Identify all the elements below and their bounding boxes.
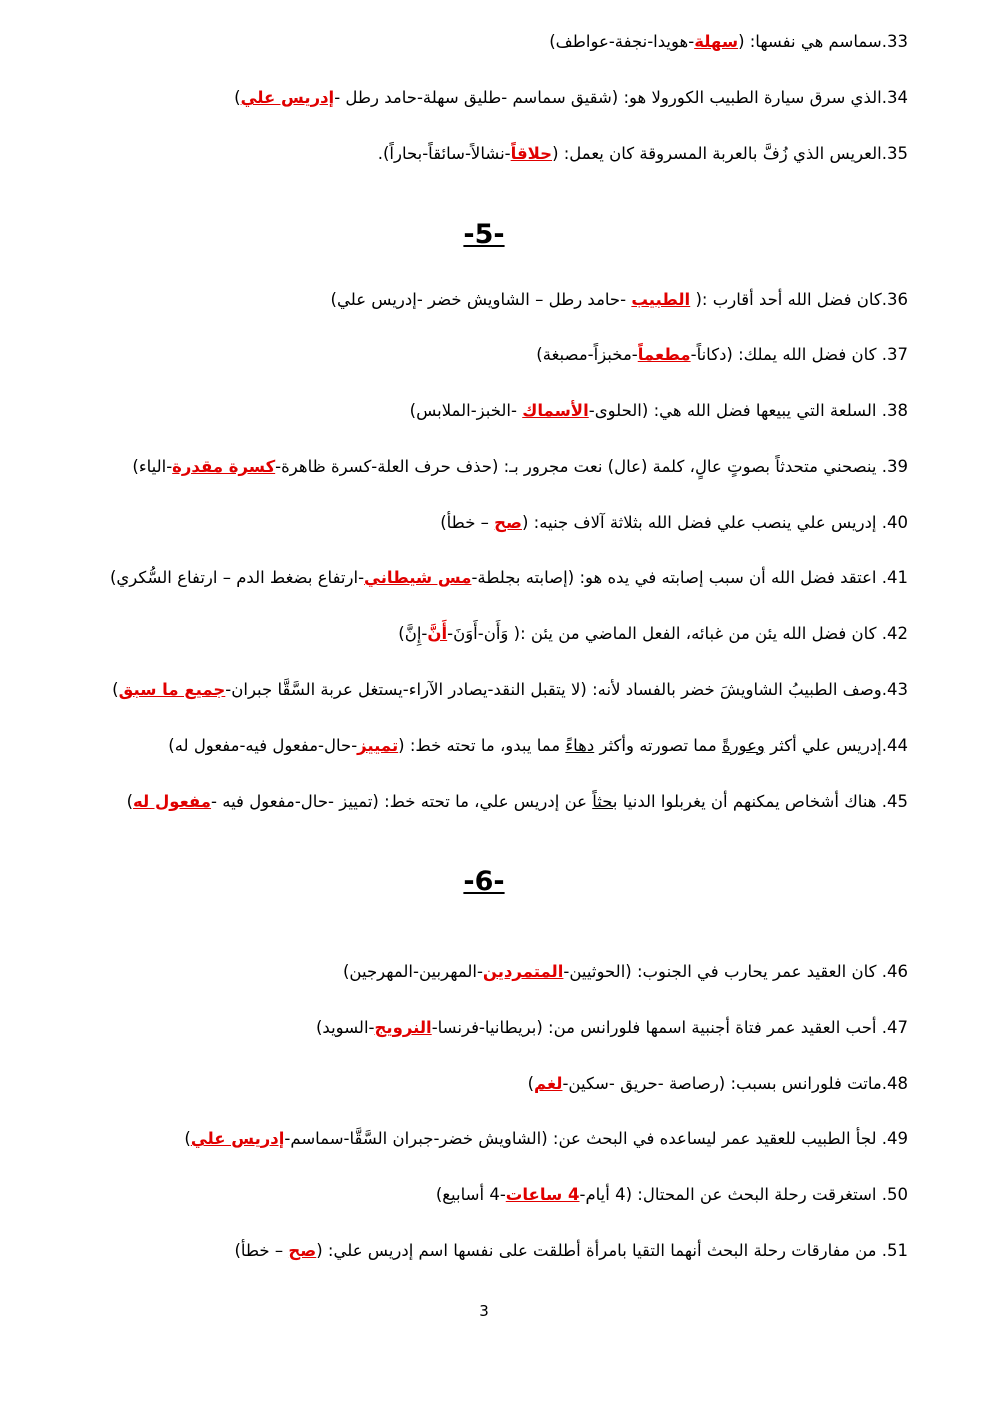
correct-answer: إدريس علي bbox=[190, 1129, 285, 1148]
page-number: 3 bbox=[479, 1302, 489, 1320]
question-options: -إِنَّ) bbox=[398, 624, 428, 643]
question-options: -السويد) bbox=[315, 1018, 375, 1037]
question-text: كان العقيد عمر يحارب في الجنوب: (الحوثيين- bbox=[563, 962, 882, 981]
question-number: 42. bbox=[881, 624, 908, 643]
question-options: -4 أسابيع) bbox=[435, 1185, 506, 1204]
question-text: استغرقت رحلة البحث عن المحتال: (4 أيام- bbox=[579, 1185, 882, 1204]
correct-answer: المتمردين bbox=[482, 962, 564, 981]
question-text: سماسم هي نفسها: ( bbox=[738, 32, 882, 51]
question-text: ماتت فلورانس بسبب: (رصاصة -حريق -سكين- bbox=[562, 1074, 882, 1093]
question-text: كان فضل الله أحد أقارب :( bbox=[690, 290, 882, 309]
question-text: إدريس علي ينصب علي فضل الله بثلاثة آلاف جنيه: ( bbox=[522, 513, 882, 532]
underlined-word: بحثاً bbox=[592, 792, 618, 811]
question-options: -الياء) bbox=[132, 457, 173, 476]
question-43 bbox=[48, 678, 908, 702]
correct-answer: النرويج bbox=[374, 1018, 432, 1037]
question-number: 46. bbox=[881, 962, 908, 981]
question-number: 33. bbox=[881, 32, 908, 51]
correct-answer: كسرة مقدرة bbox=[172, 457, 276, 476]
question-text: عن إدريس علي، ما تحته خط: (تمييز -حال-مفعول فيه - bbox=[211, 792, 593, 811]
question-39 bbox=[48, 455, 908, 479]
question-50 bbox=[48, 1183, 908, 1207]
question-42 bbox=[48, 622, 908, 646]
question-options: -المهربين-المهرجين) bbox=[342, 962, 483, 981]
question-options: ) bbox=[112, 680, 119, 699]
correct-answer: الأسماك bbox=[522, 401, 589, 420]
question-text: إدريس علي أكثر bbox=[764, 736, 882, 755]
question-number: 48. bbox=[881, 1074, 908, 1093]
correct-answer: سهلة bbox=[694, 32, 739, 51]
question-options: – خطأ) bbox=[440, 513, 495, 532]
question-34 bbox=[48, 86, 908, 110]
question-number: 45. bbox=[881, 792, 908, 811]
question-options: ) bbox=[126, 792, 134, 811]
question-number: 37. bbox=[881, 345, 908, 364]
correct-answer: حلاقاً bbox=[510, 144, 553, 163]
correct-answer: لغم bbox=[534, 1074, 563, 1093]
question-33 bbox=[48, 30, 908, 54]
question-text: مما يبدو، ما تحته خط: ( bbox=[398, 736, 566, 755]
correct-answer: مس شيطاني bbox=[364, 568, 472, 587]
question-text: هناك أشخاص يمكنهم أن يغربلوا الدنيا bbox=[617, 792, 882, 811]
correct-answer: جميع ما سبق bbox=[118, 680, 226, 699]
question-number: 34. bbox=[881, 88, 908, 107]
question-46 bbox=[48, 960, 908, 984]
question-options: -نشالاً-سائقاً-بحاراً). bbox=[377, 144, 511, 163]
question-38 bbox=[48, 399, 908, 423]
underlined-word: دهاءً bbox=[565, 736, 595, 755]
question-options: -حامد رطل – الشاويش خضر -إدريس علي) bbox=[330, 290, 632, 309]
question-text: كان فضل الله يملك: (دكاناً- bbox=[690, 345, 882, 364]
underlined-word: وعورةً bbox=[721, 736, 765, 755]
question-text: العريس الذي زُفَّ بالعربة المسروقة كان يعمل: ( bbox=[552, 144, 882, 163]
correct-answer: صح bbox=[288, 1241, 317, 1260]
question-number: 43. bbox=[881, 680, 908, 699]
question-44 bbox=[48, 734, 908, 758]
question-48 bbox=[48, 1072, 908, 1096]
correct-answer: صح bbox=[494, 513, 522, 532]
question-number: 36. bbox=[881, 290, 908, 309]
correct-answer: مفعول له bbox=[133, 792, 212, 811]
question-text: ينصحني متحدثاً بصوتٍ عالٍ، كلمة (عال) نعت مجرور بـ: (حذف حرف العلة-كسرة ظاهرة- bbox=[275, 457, 882, 476]
question-51 bbox=[48, 1239, 908, 1263]
correct-answer: مطعماً bbox=[637, 345, 691, 364]
question-36 bbox=[48, 288, 908, 312]
question-number: 47. bbox=[881, 1018, 908, 1037]
question-text: كان فضل الله يئن من غبائه، الفعل الماضي من يئن :( وَأَن-أَوَنَ- bbox=[447, 624, 882, 643]
question-number: 41. bbox=[881, 568, 908, 587]
question-text: وصف الطبيبُ الشاويشَ خضر بالفساد لأنه: (لا يتقبل النقد-يصادر الآراء-يستغل عربة السَّقَّا جبران- bbox=[225, 680, 882, 699]
question-47 bbox=[48, 1016, 908, 1040]
question-number: 35. bbox=[881, 144, 908, 163]
question-options: ) bbox=[527, 1074, 534, 1093]
question-text: مما تصورته وأكثر bbox=[594, 736, 722, 755]
correct-answer: 4 ساعات bbox=[505, 1185, 580, 1204]
question-options: -مخبزاً-مصبغة) bbox=[536, 345, 638, 364]
question-number: 40. bbox=[881, 513, 908, 532]
question-number: 38. bbox=[881, 401, 908, 420]
correct-answer: إدريس علي bbox=[240, 88, 335, 107]
question-35 bbox=[48, 142, 908, 166]
question-options: -الخبز-الملابس) bbox=[409, 401, 523, 420]
question-41 bbox=[48, 566, 908, 590]
question-text: الذي سرق سيارة الطبيب الكورولا هو: (شقيق سماسم -طليق سهلة-حامد رطل - bbox=[334, 88, 882, 107]
section-heading-6: -6- bbox=[463, 866, 505, 897]
question-number: 44. bbox=[881, 736, 908, 755]
question-number: 49. bbox=[881, 1129, 908, 1148]
question-number: 39. bbox=[881, 457, 908, 476]
question-text: لجأ الطبيب للعقيد عمر ليساعده في البحث عن: (الشاويش خضر-جبران السَّقَّا-سماسم- bbox=[284, 1129, 882, 1148]
section-heading-5: -5- bbox=[463, 219, 505, 250]
question-options: ) bbox=[184, 1129, 191, 1148]
correct-answer: الطبيب bbox=[631, 290, 691, 309]
correct-answer: تمييز bbox=[357, 736, 399, 755]
question-options: -ارتفاع بضغط الدم – ارتفاع السُّكري) bbox=[109, 568, 365, 587]
question-49 bbox=[48, 1127, 908, 1151]
question-options: -حال-مفعول فيه-مفعول له) bbox=[168, 736, 358, 755]
question-40 bbox=[48, 511, 908, 535]
question-text: من مفارقات رحلة البحث أنهما التقيا بامرأة أطلقت على نفسها اسم إدريس علي: ( bbox=[316, 1241, 882, 1260]
question-text: اعتقد فضل الله أن سبب إصابته في يده هو: (إصابته بجلطة- bbox=[471, 568, 882, 587]
correct-answer: أَنَّ bbox=[427, 624, 448, 643]
question-45 bbox=[48, 790, 908, 814]
question-options: – خطأ) bbox=[234, 1241, 289, 1260]
question-text: السلعة التي يبيعها فضل الله هي: (الحلوى- bbox=[588, 401, 882, 420]
question-number: 51. bbox=[881, 1241, 908, 1260]
question-options: -هويدا-نجفة-عواطف) bbox=[549, 32, 695, 51]
question-text: أحب العقيد عمر فتاة أجنبية اسمها فلورانس من: (بريطانيا-فرنسا- bbox=[431, 1018, 882, 1037]
question-number: 50. bbox=[881, 1185, 908, 1204]
question-options: ) bbox=[234, 88, 241, 107]
question-37 bbox=[48, 343, 908, 367]
